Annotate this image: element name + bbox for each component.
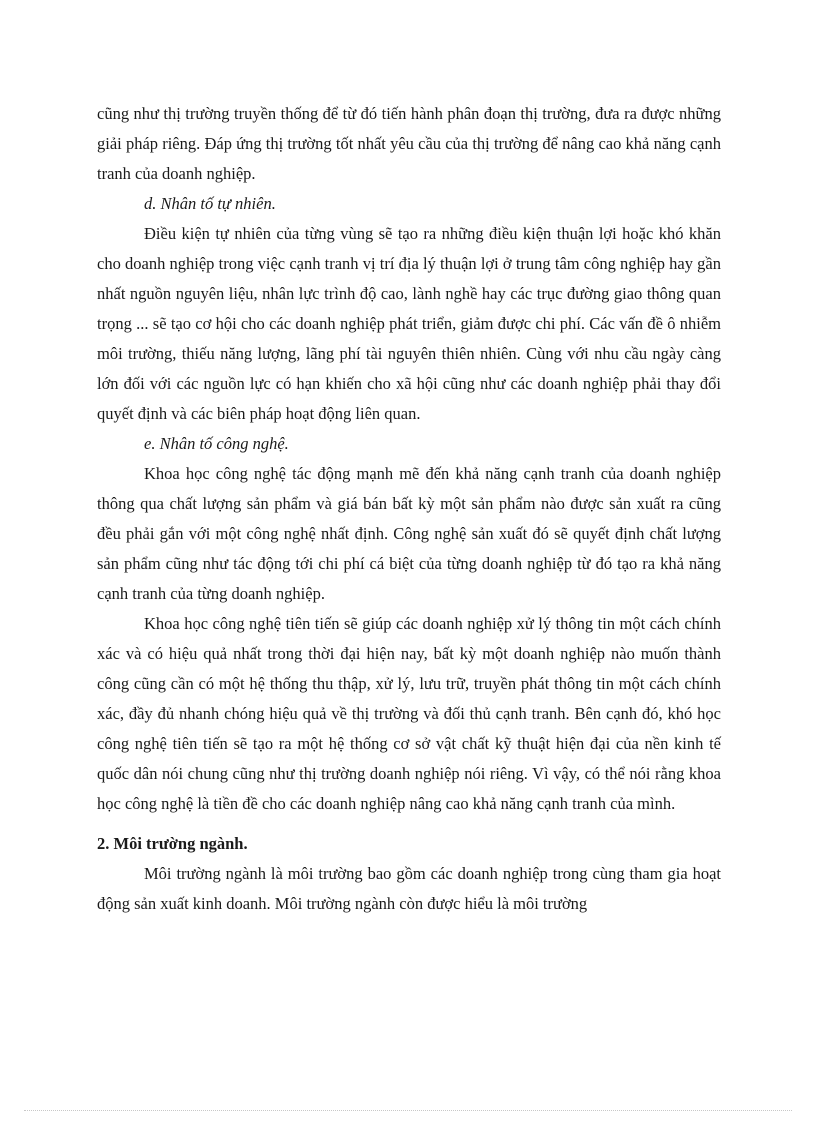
paragraph-advanced-technology: Khoa học công nghệ tiên tiến sẽ giúp các doanh nghiệp xử lý thông tin một cách chính xác và có hiệu quả nhất trong thời đại hiện nay, bất kỳ một doanh nghiệp nào muốn thành công cũng cần có một hệ thống thu thập, xử lý, lưu trữ, truyền phát thông tin một cách chính xác, đầy đủ nhanh chóng hiệu quả về thị trường và đối thủ cạnh tranh. Bên cạnh đó, khó học công nghệ tiên tiến sẽ tạo ra một hệ thống cơ sở vật chất kỹ thuật hiện đại của nền kinh tế quốc dân nói chung cũng như thị trường doanh nghiệp nói riêng. Vì vậy, có thể nói rằng khoa học công nghệ là tiền đề cho các doanh nghiệp nâng cao khả năng cạnh tranh của mình.: [97, 614, 721, 813]
section-heading-industry-environment: 2. Môi trường ngành.: [97, 834, 248, 853]
page-bottom-divider: [24, 1110, 792, 1111]
paragraph-industry-environment: Môi trường ngành là môi trường bao gồm các doanh nghiệp trong cùng tham gia hoạt động sản xuất kinh doanh. Môi trường ngành còn được hiểu là môi trường: [97, 864, 721, 913]
subheading-natural-factors: d. Nhân tố tự nhiên.: [144, 194, 276, 213]
paragraph-technology-impact: Khoa học công nghệ tác động mạnh mẽ đến khả năng cạnh tranh của doanh nghiệp thông qua chất lượng sản phẩm và giá bán bất kỳ một sản phẩm nào được sản xuất ra cũng đều phải gắn với một công nghệ nhất định. Công nghệ sản xuất đó sẽ quyết định chất lượng sản phẩm cũng như tác động tới chi phí cá biệt của từng doanh nghiệp từ đó tạo ra khả năng cạnh tranh của từng doanh nghiệp.: [97, 464, 721, 603]
document-body: [97, 99, 721, 919]
paragraph-market-continuation: cũng như thị trường truyền thống để từ đó tiến hành phân đoạn thị trường, đưa ra được những giải pháp riêng. Đáp ứng thị trường tốt nhất yêu cầu của thị trường để nâng cao khả năng cạnh tranh của doanh nghiệp.: [97, 104, 721, 183]
paragraph-natural-factors: Điều kiện tự nhiên của từng vùng sẽ tạo ra những điều kiện thuận lợi hoặc khó khăn cho doanh nghiệp trong việc cạnh tranh vị trí địa lý thuận lợi ở trung tâm công nghiệp hay gần nhất nguồn nguyên liệu, nhân lực trình độ cao, lành nghề hay các trục đường giao thông quan trọng ... sẽ tạo cơ hội cho các doanh nghiệp phát triển, giảm được chi phí. Các vấn đề ô nhiễm môi trường, thiếu năng lượng, lãng phí tài nguyên thiên nhiên. Cùng với nhu cầu ngày càng lớn đối với các nguồn lực có hạn khiến cho xã hội cũng như các doanh nghiệp phải thay đổi quyết định và các biên pháp hoạt động liên quan.: [97, 224, 721, 423]
subheading-technology-factors: e. Nhân tố công nghệ.: [144, 434, 289, 453]
